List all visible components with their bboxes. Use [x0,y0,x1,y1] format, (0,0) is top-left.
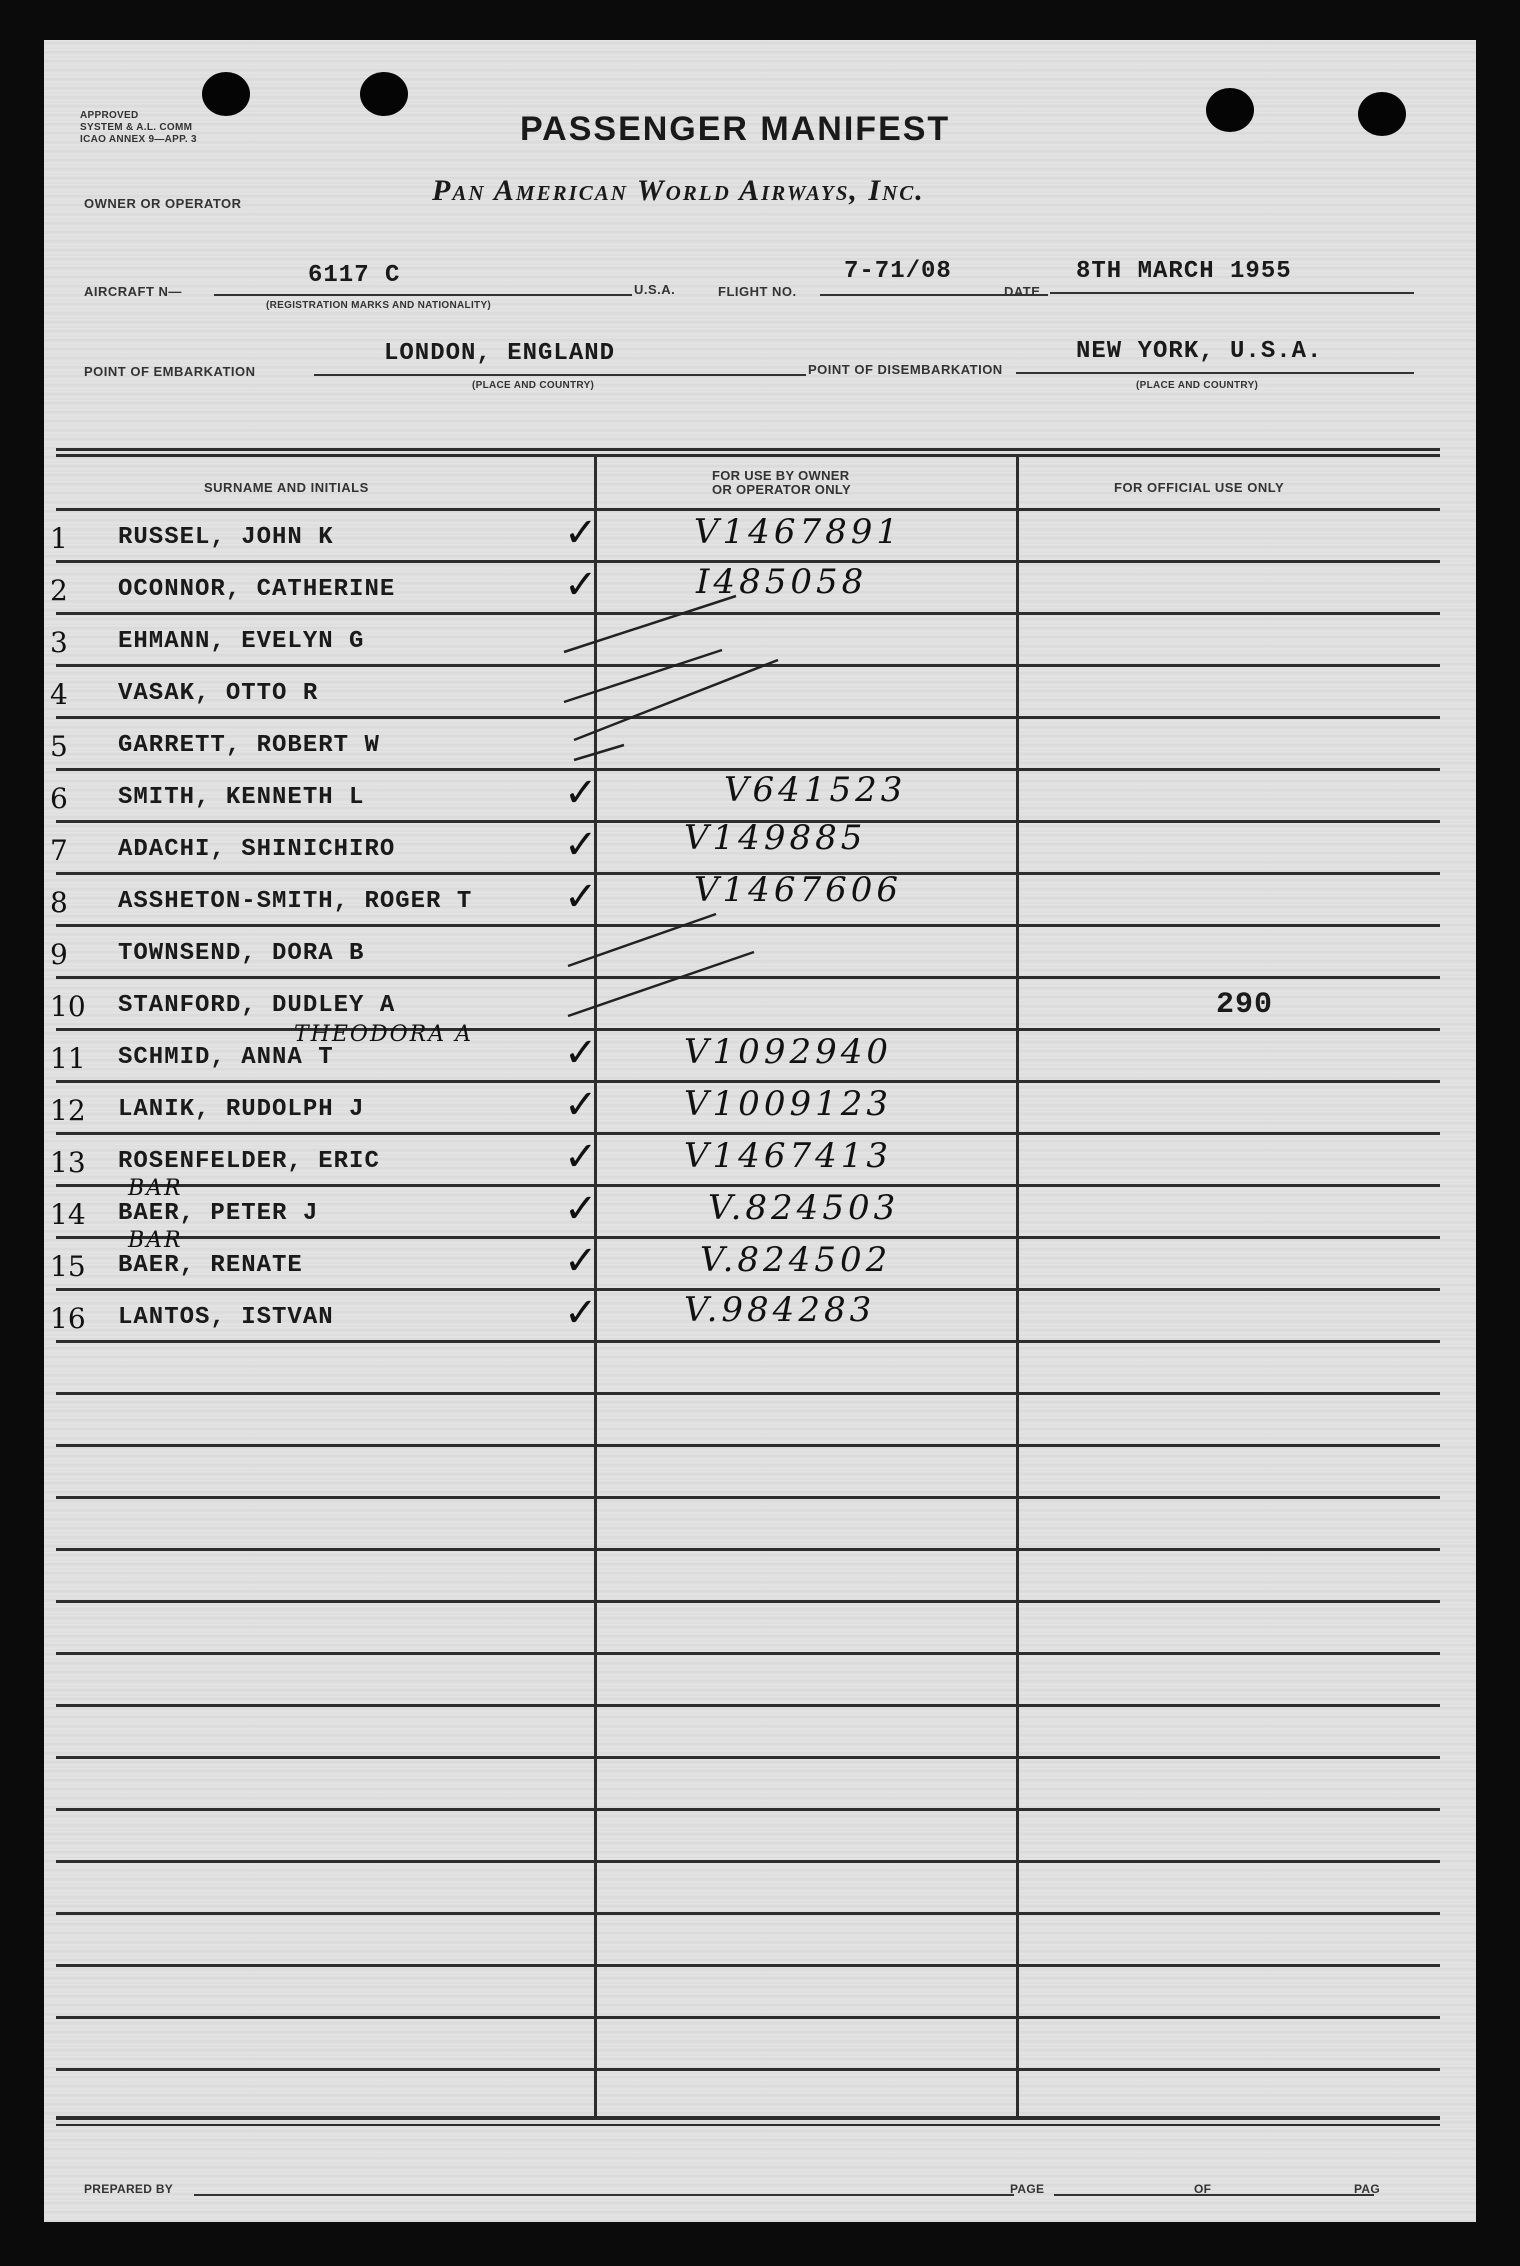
passport-number: V1009123 [684,1084,892,1124]
col-header-owner-use-2: OR OPERATOR ONLY [712,482,851,497]
row-rule [56,1444,1440,1447]
passport-number: V149885 [684,818,867,858]
passport-number: V.824502 [700,1240,892,1280]
col-header-owner-use-1: FOR USE BY OWNER [712,468,850,483]
row-number: 13 [50,1146,86,1179]
approval-line-1: APPROVED [80,110,139,121]
date-value: 8TH MARCH 1955 [1076,258,1292,285]
table-bottom-rule [56,2124,1440,2126]
passenger-name: EHMANN, EVELYN G [118,628,365,655]
row-number: 16 [50,1302,86,1335]
passenger-name: BAER, RENATE [118,1252,303,1279]
aircraft-value: 6117 C [308,262,401,289]
checkmark-icon: ✓ [564,1030,598,1076]
checkmark-icon: ✓ [564,1186,598,1232]
passenger-name: LANTOS, ISTVAN [118,1304,334,1331]
row-rule [56,2016,1440,2019]
row-number: 3 [50,626,68,659]
checkmark-icon: ✓ [564,770,598,816]
handwritten-correction: BAR [128,1228,183,1253]
aircraft-caption: (REGISTRATION MARKS AND NATIONALITY) [266,300,492,311]
passport-number: V.824503 [708,1188,900,1228]
passenger-name: LANIK, RUDOLPH J [118,1096,365,1123]
passenger-name: TOWNSEND, DORA B [118,940,365,967]
void-strike-line [568,914,716,966]
row-rule [56,1756,1440,1759]
row-rule [56,1652,1440,1655]
void-strike-line [564,650,722,702]
disembark-caption: (PLACE AND COUNTRY) [1136,380,1259,391]
manifest-sheet [44,40,1476,2222]
passenger-name: SCHMID, ANNA T [118,1044,334,1071]
handwritten-correction: THEODORA A [294,1022,473,1047]
of-label: OF [1194,2182,1212,2196]
passenger-name: STANFORD, DUDLEY A [118,992,396,1019]
checkmark-icon: ✓ [564,822,598,868]
passport-number: V1467413 [684,1136,892,1176]
row-rule [56,2068,1440,2071]
approval-line-3: ICAO ANNEX 9—APP. 3 [80,134,197,145]
passenger-name: ROSENFELDER, ERIC [118,1148,380,1175]
passport-number: V1092940 [684,1032,892,1072]
owner-value: Pan American World Airways, Inc. [432,174,925,207]
embark-label: POINT OF EMBARKATION [84,364,256,379]
passport-number: V1467891 [694,512,902,552]
approval-line-2: SYSTEM & A.L. COMM [80,122,193,133]
checkmark-icon: ✓ [564,874,598,920]
passport-number: V641523 [724,770,907,810]
embark-value: LONDON, ENGLAND [384,340,616,367]
row-rule [56,1548,1440,1551]
row-rule [56,1704,1440,1707]
passenger-name: GARRETT, ROBERT W [118,732,380,759]
passport-number: V1467606 [694,870,902,910]
official-use-value: 290 [1216,988,1274,1022]
void-strike-line [568,952,754,1016]
row-number: 2 [50,574,68,607]
checkmark-icon: ✓ [564,1082,598,1128]
date-label: DATE [1004,284,1041,299]
checkmark-icon: ✓ [564,1134,598,1180]
prepared-by-underline [194,2194,1014,2196]
row-rule [56,1912,1440,1915]
row-number: 7 [50,834,68,867]
passenger-name: ASSHETON-SMITH, ROGER T [118,888,473,915]
row-number: 14 [50,1198,86,1231]
table-bottom-rule [56,2116,1440,2120]
row-rule [56,1600,1440,1603]
row-number: 11 [50,1042,86,1075]
row-rule [56,1808,1440,1811]
passenger-name: SMITH, KENNETH L [118,784,365,811]
passenger-name: RUSSEL, JOHN K [118,524,334,551]
passenger-name: OCONNOR, CATHERINE [118,576,396,603]
checkmark-icon: ✓ [564,1290,598,1336]
void-strike-line [574,660,778,740]
row-number: 8 [50,886,68,919]
passenger-name: BAER, PETER J [118,1200,319,1227]
strike-marks [44,40,1476,1440]
checkmark-icon: ✓ [564,1238,598,1284]
row-number: 1 [50,522,68,555]
row-rule [56,1964,1440,1967]
usa-label: U.S.A. [634,282,676,297]
void-strike-line [564,596,736,652]
row-rule [56,1496,1440,1499]
flight-label: FLIGHT NO. [718,284,797,299]
row-number: 6 [50,782,68,815]
pages-label: PAG [1354,2182,1381,2196]
passenger-name: ADACHI, SHINICHIRO [118,836,396,863]
page-label: PAGE [1010,2182,1045,2196]
row-number: 15 [50,1250,86,1283]
passport-number: V.984283 [684,1290,876,1330]
row-rule [56,1860,1440,1863]
embark-caption: (PLACE AND COUNTRY) [472,380,595,391]
row-number: 4 [50,678,68,711]
checkmark-icon: ✓ [564,510,598,556]
row-number: 10 [50,990,86,1023]
prepared-by-label: PREPARED BY [84,2182,174,2196]
page-title: PASSENGER MANIFEST [520,110,951,148]
aircraft-label: AIRCRAFT N— [84,284,182,299]
of-underline [1224,2194,1374,2196]
col-header-surname: SURNAME AND INITIALS [204,480,369,495]
disembark-value: NEW YORK, U.S.A. [1076,338,1323,365]
owner-label: OWNER OR OPERATOR [84,196,242,211]
col-header-official: FOR OFFICIAL USE ONLY [1114,480,1285,495]
row-number: 12 [50,1094,86,1127]
flight-value: 7-71/08 [844,258,952,285]
void-strike-line [574,745,624,760]
checkmark-icon: ✓ [564,562,598,608]
disembark-label: POINT OF DISEMBARKATION [808,362,1003,377]
row-number: 9 [50,938,68,971]
passenger-name: VASAK, OTTO R [118,680,319,707]
handwritten-correction: BAR [128,1176,183,1201]
passport-number: I485058 [696,562,868,602]
row-number: 5 [50,730,68,763]
